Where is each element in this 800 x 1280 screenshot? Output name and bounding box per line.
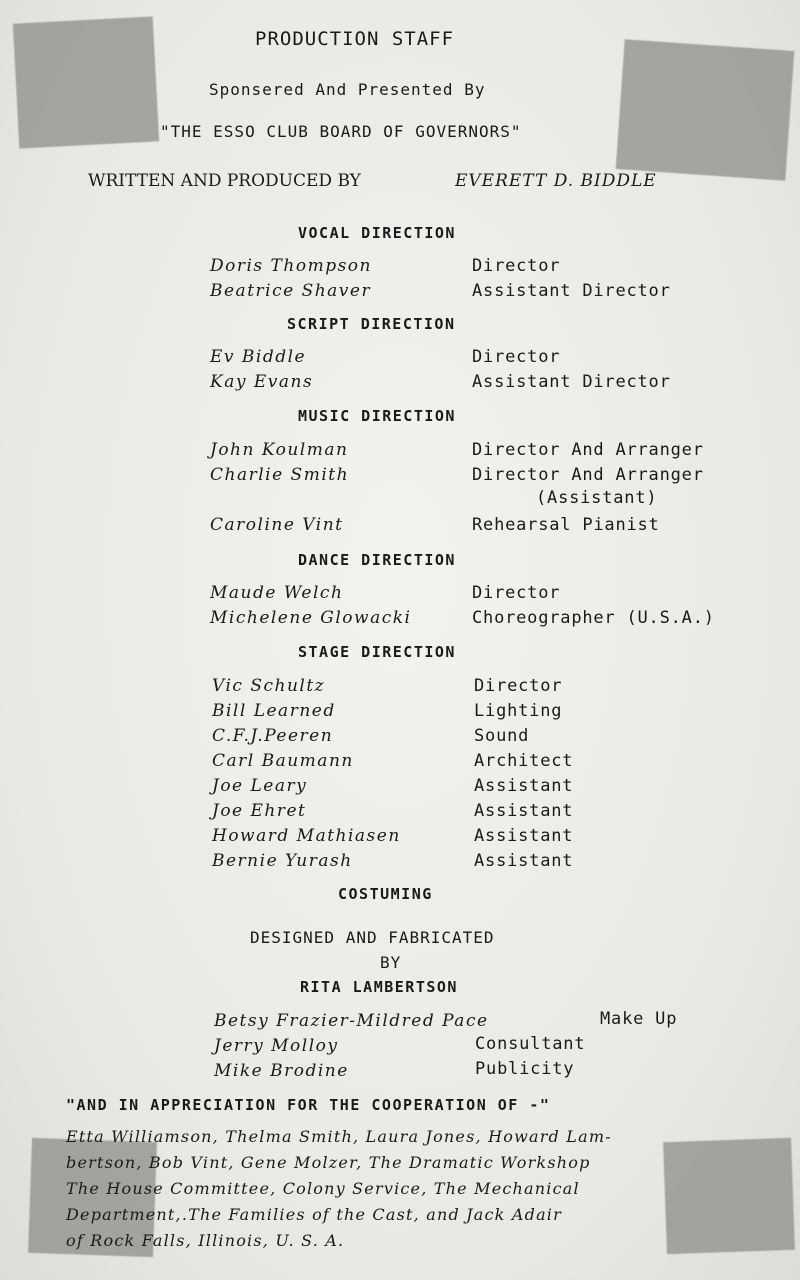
dance-name-1: Maude Welch [210,583,344,603]
music-name-1: John Koulman [210,440,349,460]
script-name-1: Ev Biddle [210,347,307,367]
stage-name-1: Vic Schultz [212,676,326,696]
costuming-designer: RITA LAMBERTSON [300,978,458,996]
sponsor-name: "THE ESSO CLUB BOARD OF GOVERNORS" [160,122,522,141]
stage-name-4: Carl Baumann [212,751,354,771]
stage-role-2: Lighting [474,701,563,721]
vocal-role-2: Assistant Director [472,281,671,301]
dance-name-2: Michelene Glowacki [210,608,412,628]
script-role-2: Assistant Director [472,372,671,392]
stage-name-5: Joe Leary [212,776,308,796]
misc-name-1: Betsy Frazier-Mildred Pace [214,1011,489,1031]
stage-role-7: Assistant [474,826,574,846]
music-name-3: Caroline Vint [210,515,344,535]
appreciation-heading: "AND IN APPRECIATION FOR THE COOPERATION OF -" [66,1096,551,1114]
appreciation-line-2: bertson, Bob Vint, Gene Molzer, The Dramatic Workshop [66,1153,591,1172]
script-role-1: Director [472,347,561,367]
tape-mark-top-right [616,39,795,181]
appreciation-line-4: Department,.The Families of the Cast, and Jack Adair [66,1205,562,1224]
section-heading-music: MUSIC DIRECTION [298,407,456,425]
music-role-3: Rehearsal Pianist [472,515,660,535]
tape-mark-top-left [13,16,159,148]
vocal-name-1: Doris Thompson [210,256,372,276]
stage-name-7: Howard Mathiasen [212,826,401,846]
vocal-role-1: Director [472,256,561,276]
stage-role-3: Sound [474,726,530,746]
music-role-2-note: (Assistant) [536,488,658,508]
section-heading-vocal: VOCAL DIRECTION [298,224,456,242]
script-name-2: Kay Evans [210,372,314,392]
misc-role-1: Make Up [600,1009,678,1029]
page-title: PRODUCTION STAFF [255,28,455,50]
stage-name-3: C.F.J.Peeren [212,726,334,746]
section-heading-script: SCRIPT DIRECTION [287,315,456,333]
written-name: EVERETT D. BIDDLE [455,171,657,191]
misc-name-2: Jerry Molloy [214,1036,339,1056]
section-heading-costuming: COSTUMING [338,885,433,903]
dance-role-2: Choreographer (U.S.A.) [472,608,715,628]
appreciation-line-1: Etta Williamson, Thelma Smith, Laura Jones, Howard Lam- [66,1127,612,1146]
misc-role-2: Consultant [475,1034,586,1054]
stage-role-8: Assistant [474,851,574,871]
music-role-2: Director And Arranger [472,465,704,485]
stage-name-6: Joe Ehret [212,801,307,821]
appreciation-line-5: of Rock Falls, Illinois, U. S. A. [66,1231,345,1250]
stage-name-8: Bernie Yurash [212,851,353,871]
written-label: WRITTEN AND PRODUCED BY [88,171,361,191]
sponsor-line: Sponsered And Presented By [209,80,486,99]
stage-role-4: Architect [474,751,574,771]
costuming-line-2: BY [380,953,402,972]
tape-mark-bottom-right [663,1138,795,1254]
misc-role-3: Publicity [475,1059,575,1079]
section-heading-dance: DANCE DIRECTION [298,551,456,569]
stage-name-2: Bill Learned [212,701,336,721]
music-role-1: Director And Arranger [472,440,704,460]
costuming-line-1: DESIGNED AND FABRICATED [250,928,495,947]
music-name-2: Charlie Smith [210,465,350,485]
misc-name-3: Mike Brodine [214,1061,349,1081]
stage-role-5: Assistant [474,776,574,796]
appreciation-line-3: The House Committee, Colony Service, The Mechanical [66,1179,580,1198]
stage-role-6: Assistant [474,801,574,821]
dance-role-1: Director [472,583,561,603]
vocal-name-2: Beatrice Shaver [210,281,372,301]
section-heading-stage: STAGE DIRECTION [298,643,456,661]
stage-role-1: Director [474,676,563,696]
